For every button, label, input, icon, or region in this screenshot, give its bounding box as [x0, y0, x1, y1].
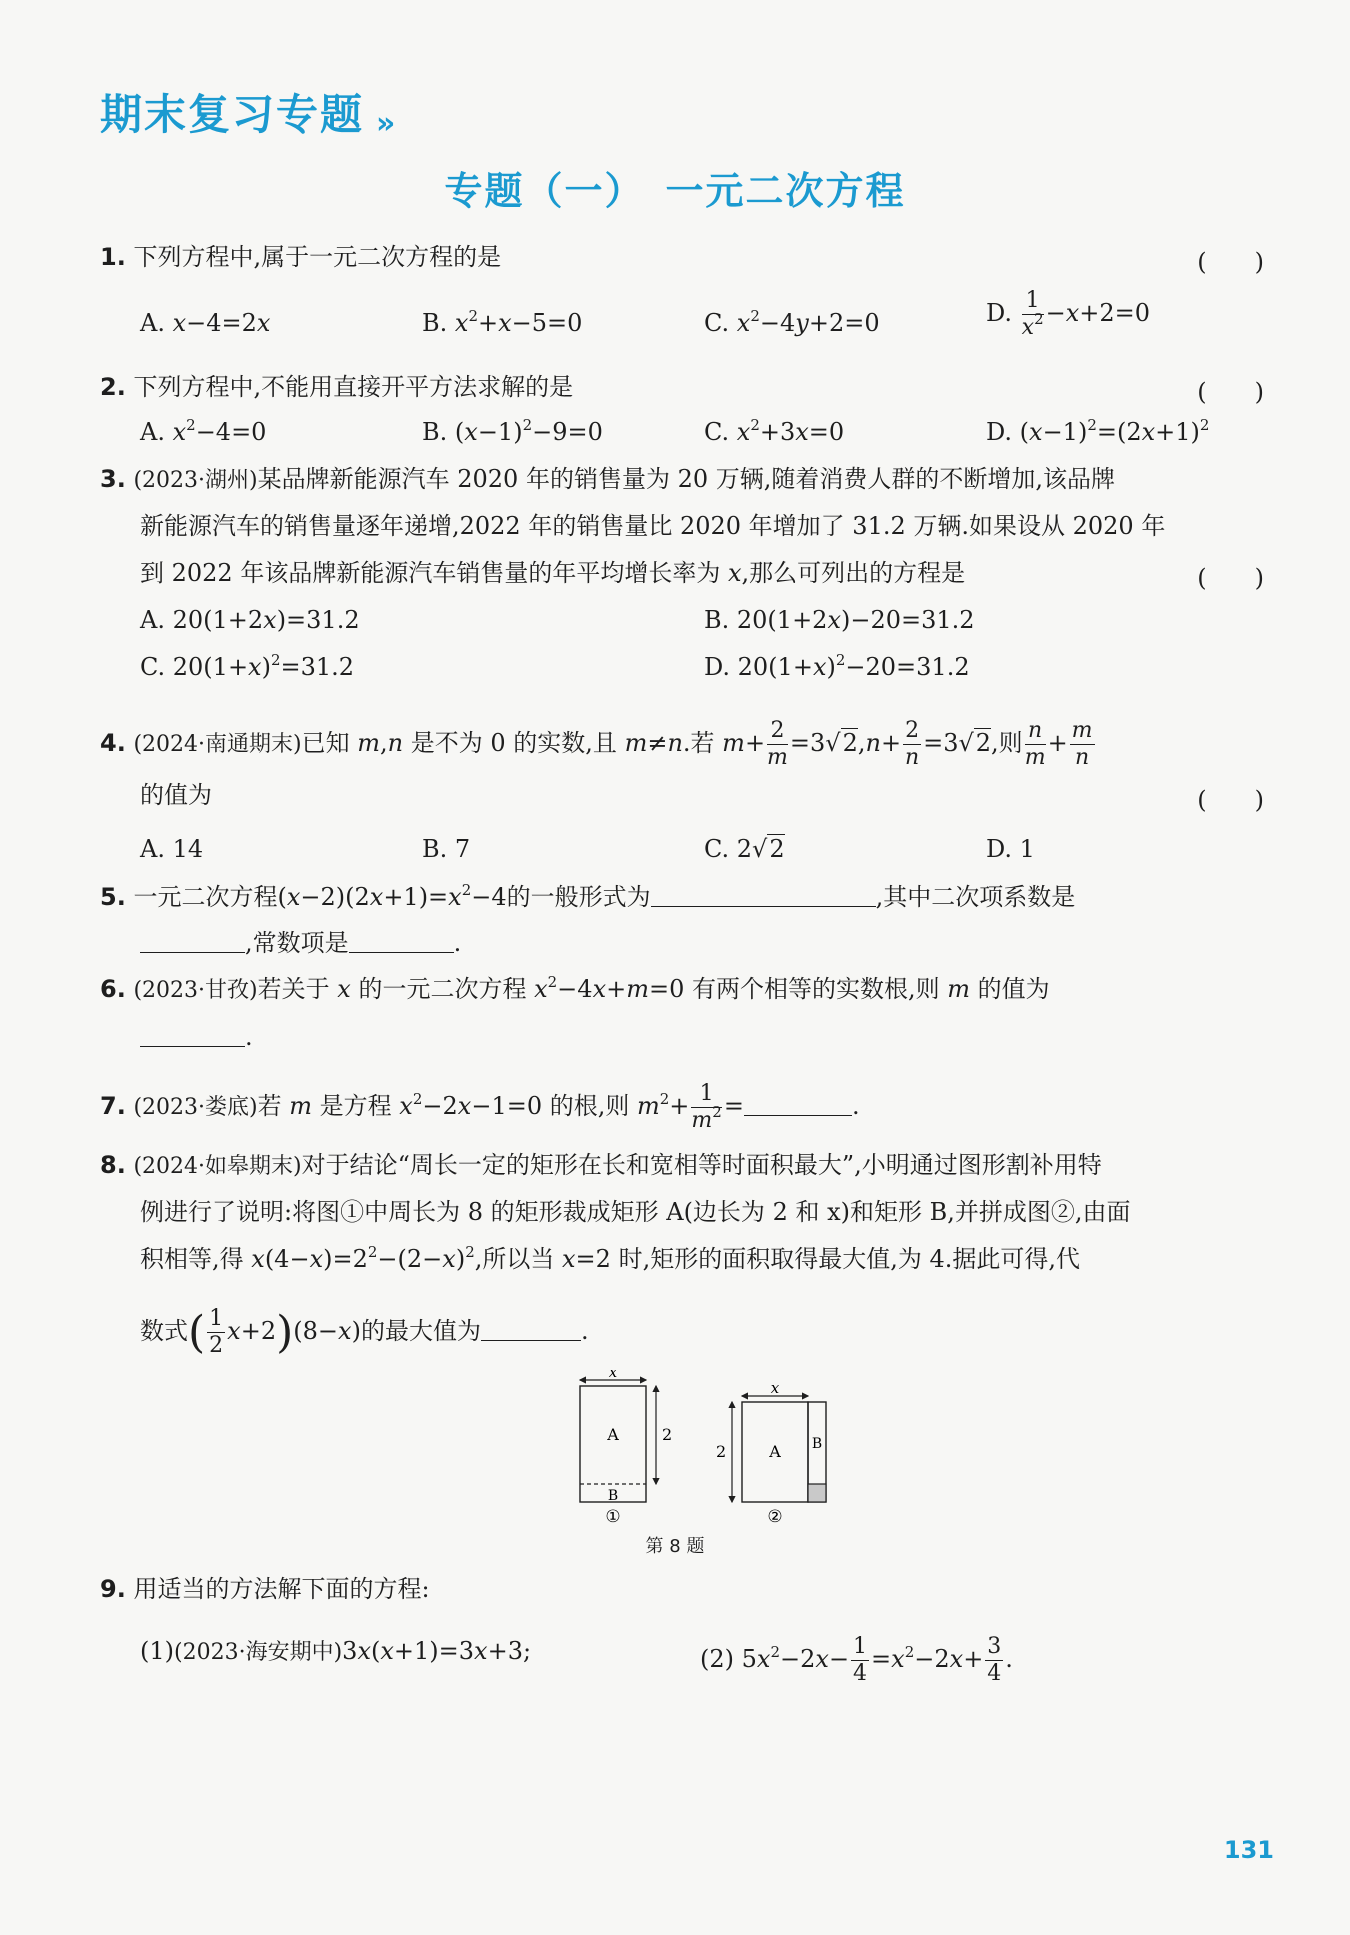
option-c: C. $x^2+3x=0$ — [704, 416, 845, 446]
text-fragment: ,常数项是 — [245, 929, 349, 957]
option-a: A. 14 — [140, 835, 204, 863]
option-d: D. 1 — [986, 835, 1035, 863]
figure-1-label: ① — [605, 1507, 621, 1527]
option-a: A. x−4=2x — [140, 309, 271, 337]
question-7: 7. (2023·娄底)若 m 是方程 $x^2-2x-1=0$ 的根,则 $m^2+$ $\frac{1}{m^2}$ = . — [100, 1081, 860, 1133]
question-source: (2024·南通期末) — [133, 732, 302, 757]
text-fragment: 是方程 — [312, 1092, 400, 1120]
text-fragment: ,那么可列出的方程是 — [741, 559, 966, 587]
question-number: 7. — [100, 1092, 126, 1120]
label-a: A — [769, 1442, 781, 1461]
answer-blank[interactable] — [744, 1095, 852, 1116]
question-text: 下列方程中,属于一元二次方程的是 — [133, 243, 502, 271]
text-fragment: 时,矩形的面积取得最大值,为 4.据此可得,代 — [610, 1245, 1080, 1273]
option-b: B. 7 — [422, 835, 471, 863]
text-fragment: 的根,则 — [542, 1092, 637, 1120]
question-number: 8. — [100, 1151, 126, 1179]
answer-blank[interactable] — [349, 932, 454, 953]
option-c: C. 2√2 — [704, 835, 785, 863]
label-b: B — [811, 1436, 823, 1452]
text-fragment: . — [453, 929, 462, 957]
answer-parentheses: ( ) — [1197, 248, 1264, 276]
figure-2-label: ② — [767, 1507, 783, 1527]
option-label: C. — [704, 309, 730, 337]
label-b: B — [607, 1488, 619, 1504]
text-fragment: 数式 — [140, 1317, 188, 1345]
text-fragment: ,所以当 — [474, 1245, 562, 1273]
question-number: 3. — [100, 465, 126, 493]
question-number: 9. — [100, 1575, 126, 1603]
question-text-line: 的值为 — [140, 781, 212, 809]
text-fragment: 的值为 — [970, 975, 1050, 1003]
answer-blank[interactable] — [140, 1026, 245, 1047]
option-d: D. $20(1+x)^2-20=31.2$ — [704, 651, 970, 681]
question-text-line — [140, 1022, 253, 1052]
question-text: 用适当的方法解下面的方程: — [133, 1575, 430, 1603]
answer-blank[interactable] — [140, 932, 245, 953]
question-2 — [100, 372, 573, 402]
text-fragment: 的最大值为 — [360, 1317, 481, 1345]
question-text-line: 积相等,得 $x(4-x)=2^2-(2-x)^2$,所以当 x=2 时,矩形的面积取得最大值,为 4.据此可得,代 — [140, 1243, 1080, 1273]
label-2: 2 — [716, 1442, 727, 1461]
answer-blank[interactable] — [481, 1320, 581, 1341]
text-fragment: . — [851, 1092, 860, 1120]
question-number: 6. — [100, 975, 126, 1003]
question-text-line: 例进行了说明:将图①中周长为 8 的矩形裁成矩形 A(边长为 2 和 x)和矩形 B,并拼成图②,由面 — [140, 1198, 1131, 1226]
question-source: (2023·娄底) — [133, 1095, 258, 1120]
question-8 — [100, 1150, 1102, 1182]
question-source: (2023·海安期中) — [174, 1640, 343, 1665]
section-title: 期末复习专题 — [100, 90, 365, 139]
answer-parentheses: ( ) — [1197, 378, 1264, 406]
question-text: 下列方程中,不能用直接开平方法求解的是 — [133, 373, 574, 401]
part-label: (1) — [140, 1637, 174, 1665]
label-x: x — [608, 1370, 618, 1381]
answer-parentheses: ( ) — [1197, 564, 1264, 592]
question-9-part-1: (1)(2023·海安期中)3x(x+1)=3x+3; — [140, 1637, 532, 1665]
option-a: A. 20(1+2x)=31.2 — [140, 606, 360, 634]
figure-2 — [716, 1379, 826, 1527]
question-5: 5. 一元二次方程$(x-2)(2x+1)=x^2-4$的一般形式为 ,其中二次项系数是 — [100, 881, 1076, 911]
text-fragment: . — [580, 1317, 589, 1345]
page-number: 131 — [1223, 1836, 1274, 1864]
question-number: 1. — [100, 243, 126, 271]
label-2: 2 — [662, 1425, 673, 1444]
section-header — [100, 82, 397, 142]
question-source: (2023·湖州) — [133, 468, 258, 493]
option-c: C. $x^2-4y+2=0$ — [704, 307, 880, 337]
question-3 — [100, 464, 1115, 496]
text-fragment: 积相等,得 — [140, 1245, 252, 1273]
question-number: 4. — [100, 729, 126, 757]
label-a: A — [607, 1425, 619, 1444]
answer-parentheses: ( ) — [1197, 786, 1264, 814]
text-fragment: 有两个相等的实数根,则 — [684, 975, 948, 1003]
figure-1 — [580, 1370, 672, 1527]
question-text-line: 新能源汽车的销售量逐年递增,2022 年的销售量比 2020 年增加了 31.2 万辆.如果设从 2020 年 — [140, 512, 1166, 540]
option-b: B. $(x-1)^2-9=0$ — [422, 416, 603, 446]
question-text-line — [140, 928, 461, 958]
question-8-figure — [560, 1370, 850, 1530]
question-number: 5. — [100, 883, 126, 911]
text-fragment: 一元二次方程 — [133, 883, 278, 911]
option-d: D. $\frac{1}{x^2}$ −x+2=0 — [986, 288, 1151, 340]
option-label: A. — [140, 309, 165, 337]
text-fragment: 若 — [257, 1092, 290, 1120]
option-c: C. $20(1+x)^2=31.2$ — [140, 651, 355, 681]
question-text-line: 到 2022 年该品牌新能源汽车销售量的年平均增长率为 x,那么可列出的方程是 — [140, 559, 966, 587]
option-b: B. $x^2+x-5=0$ — [422, 307, 583, 337]
text-fragment: 到 2022 年该品牌新能源汽车销售量的年平均增长率为 — [140, 559, 728, 587]
question-text: 某品牌新能源汽车 2020 年的销售量为 20 万辆,随着消费人群的不断增加,该品牌 — [257, 465, 1116, 493]
part-label: (2) — [700, 1645, 734, 1673]
label-x: x — [770, 1379, 780, 1397]
chevron-icon: » — [376, 106, 398, 141]
question-9-part-2: (2) $5x^2-2x-$ $\frac{1}{4}$ $=x^2-2x+$ $\frac{3}{4}$ . — [700, 1634, 1013, 1686]
option-label: D. — [986, 299, 1013, 327]
option-label: B. — [422, 309, 448, 337]
question-text: 对于结论“周长一定的矩形在长和宽相等时面积最大”,小明通过图形割补用特 — [301, 1151, 1102, 1179]
text-fragment: . — [245, 1023, 253, 1051]
question-source: (2024·如皋期末) — [133, 1154, 302, 1179]
option-b: B. 20(1+2x)−20=31.2 — [704, 606, 975, 634]
question-9 — [100, 1574, 430, 1604]
figure-caption: 第 8 题 — [645, 1536, 705, 1557]
question-number: 2. — [100, 373, 126, 401]
text-fragment: 的一元二次方程 — [350, 975, 535, 1003]
page-title: 专题（一） 一元二次方程 — [444, 168, 906, 213]
answer-blank[interactable] — [651, 886, 876, 907]
question-6: 6. (2023·甘孜)若关于 x 的一元二次方程 $x^2-4x+m=0$ 有两个相等的实数根,则 m 的值为 — [100, 973, 1050, 1003]
question-1 — [100, 242, 501, 272]
option-a: A. $x^2-4=0$ — [140, 416, 267, 446]
text-fragment: 的一般形式为 — [506, 883, 651, 911]
option-d: D. $(x-1)^2=(2x+1)^2$ — [986, 416, 1210, 446]
text-fragment: ,其中二次项系数是 — [875, 883, 1076, 911]
question-source: (2023·甘孜) — [133, 978, 258, 1003]
text-fragment: 若关于 — [257, 975, 338, 1003]
question-4: 4. (2024·南通期末)已知 m,n 是不为 0 的实数,且 m≠n.若 m+ $\frac{2}{m}$ =3√2,n+ $\frac{2}{n}$ =3√2,则 $\frac{n}{m}$ + $\frac{m}{n}$ — [100, 718, 1093, 770]
question-text-line: 数式( $\frac{1}{2}$ x+2)(8−x)的最大值为 . — [140, 1306, 589, 1358]
